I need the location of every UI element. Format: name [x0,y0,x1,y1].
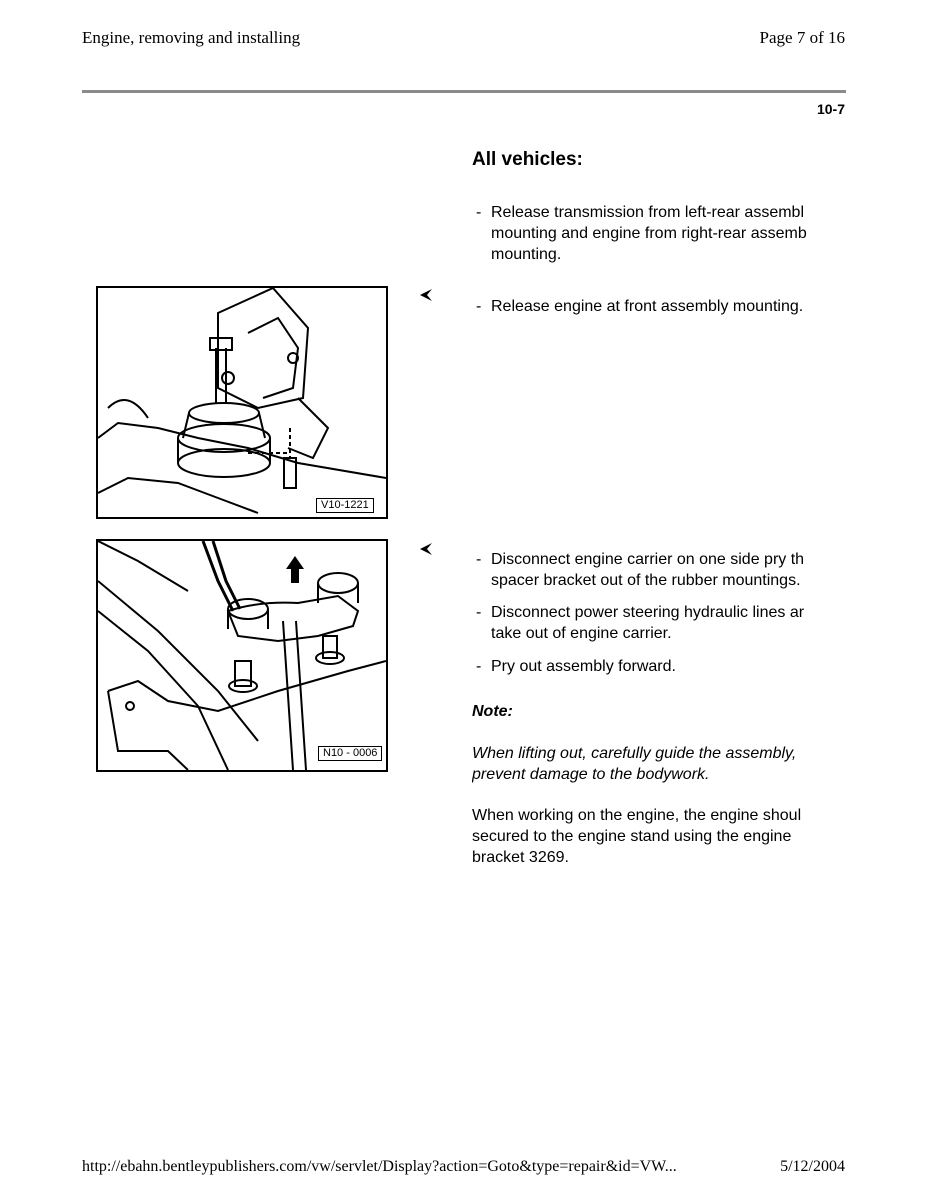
bullet-dash: - [476,604,482,621]
step-line: Pry out assembly forward. [491,658,676,675]
step-pry-out [476,656,846,678]
arrow-left-icon [418,288,434,302]
note-line: When lifting out, carefully guide the assembly, [472,745,797,762]
step-line: Release engine at front assembly mounting. [491,298,804,315]
header-divider [82,90,846,93]
step-release-transmission [476,202,846,266]
note-label: Note: [472,703,513,720]
step-line: Disconnect engine carrier on one side pry th [491,551,805,568]
figure-illustration [98,288,386,517]
step-line: mounting and engine from right-rear assemb [491,225,807,242]
step-disconnect-hydraulic [476,602,846,646]
document-title: Engine, removing and installing [82,28,301,47]
step-release-engine-front [476,296,846,318]
footer-url: http://ebahn.bentleypublishers.com/vw/servlet/Display?action=Goto&type=repair&id=VW... [82,1158,677,1175]
footer-date: 5/12/2004 [780,1158,845,1175]
section-heading: All vehicles: [472,149,583,170]
bullet-dash: - [476,551,482,568]
arrow-left-icon [418,542,434,556]
section-number: 10-7 [816,101,845,117]
figure-label: V10-1221 [316,498,374,513]
step-line: mounting. [491,246,562,263]
bullet-dash: - [476,204,482,221]
figure-engine-carrier [96,539,388,772]
figure-label: N10 - 0006 [318,746,382,761]
body-paragraph-line: When working on the engine, the engine shoul [472,807,802,824]
body-paragraph-line: bracket 3269. [472,849,569,866]
step-disconnect-carrier [476,549,846,593]
step-line: take out of engine carrier. [491,625,672,642]
body-paragraph-line: secured to the engine stand using the engine [472,828,792,845]
figure-illustration [98,541,386,770]
figure-front-mounting [96,286,388,519]
step-line: spacer bracket out of the rubber mountings. [491,572,801,589]
note-line: prevent damage to the bodywork. [472,766,710,783]
bullet-dash: - [476,658,482,675]
step-line: Release transmission from left-rear assembl [491,204,804,221]
step-line: Disconnect power steering hydraulic lines ar [491,604,805,621]
page-indicator: Page 7 of 16 [759,28,845,47]
bullet-dash: - [476,298,482,315]
